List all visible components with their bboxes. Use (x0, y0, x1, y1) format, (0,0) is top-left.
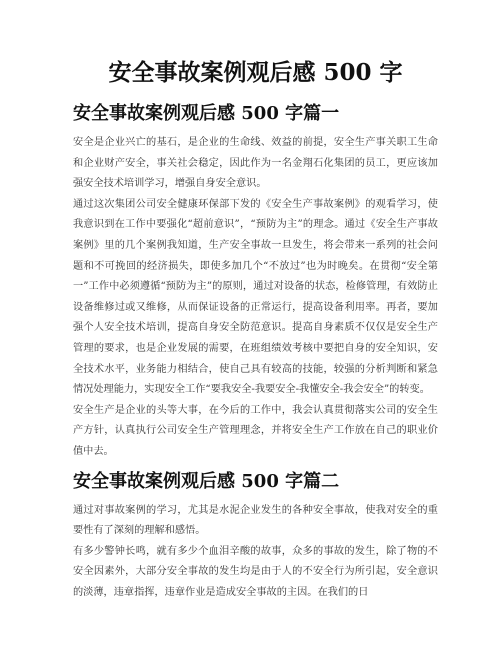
paragraph: 安全是企业兴亡的基石，是企业的生命线、效益的前提，安全生产事关职工生命和企业财产安全，事关社会稳定，因此作为一名金翔石化集团的员工，更应该加强安全技术培训学习，增强自身安全意识。 (73, 137, 438, 190)
document-title: 安全事故案例观后感 500 字 (108, 59, 403, 86)
paragraph: 有多少警钟长鸣，就有多少个血泪辛酸的故事，众多的事故的发生，除了物的不安全因素外，大部分安全事故的发生均是由于人的不安全行为所引起，安全意识的淡薄，违章指挥，违章作业是造成安全事故的主因。在我们的日 (73, 545, 438, 598)
section-1 (73, 101, 438, 463)
paragraph: 通过对事故案例的学习，尤其是水泥企业发生的各种安全事故，使我对安全的重要性有了深刻的理解和感悟。 (73, 504, 438, 537)
paragraph: 安全生产是企业的头等大事，在今后的工作中，我会认真贯彻落实公司的安全生产方针，认真执行公司安全生产管理理念，并将安全生产工作放在自己的职业价值中去。 (73, 404, 438, 457)
section-2 (73, 469, 438, 604)
section-heading: 安全事故案例观后感 500 字篇一 (73, 103, 340, 124)
section-heading: 安全事故案例观后感 500 字篇二 (73, 470, 340, 492)
paragraph: 通过这次集团公司安全健康环保部下发的《安全生产事故案例》的观看学习，使我意识到在工作中要强化“超前意识”，“预防为主”的理念。通过《安全生产事故案例》里的几个案例我知道，生产安全事故一旦发生，将会带来一系列的社会问题和不可挽回的经济损失，即使多加几个“不放过”也为时晚矣。在贯彻“安全第一”工作中必须遵循“预防为主”的原则，通过对设备的状态，检修管理，有效防止设备维修过或又维修，从而保证设备的正常运行，提高设备利用率。再者，要加强个人安全技术培训，提高自身安全防范意识。提高自身素质不仅仅是安全生产管理的要求，也是企业发展的需要，在班组绩效考核中要把自身的安全知识，安全技术水平，业务能力相结合，使自己具有较高的技能，较强的分析判断和紧急情况处理能力，实现安全工作“要我安全-我要安全-我懂安全-我会安全”的转变。 (73, 198, 438, 396)
